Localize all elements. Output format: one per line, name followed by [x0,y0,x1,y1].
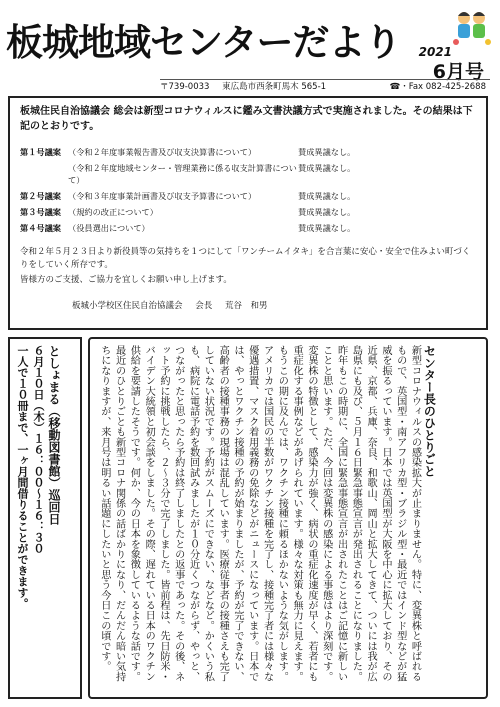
agenda-text: （役員選出について） [68,223,150,233]
phone-fax: ☎・Fax 082-425-2688 [389,82,486,92]
agenda-text: （令和３年度事業計画書及び収支予算書について） [68,191,257,201]
agenda-number: 第２号議案 [20,191,61,201]
agenda-result: 賛成異議なし。 [298,163,356,173]
agenda-result: 賛成異議なし。 [298,147,356,157]
issue-month: 6月号 [432,61,484,83]
signature-org: 板城小学校区住民自治協議会 [72,301,183,311]
library-schedule: ６月１０日（木）１６：００〜１６：３０ [32,345,45,554]
agenda-number: 第４号議案 [20,223,61,233]
issue-year: 2021 [418,45,452,59]
mobile-library-box [8,337,82,699]
agenda-number: 第３号議案 [20,207,61,217]
library-note: 一人で１０冊まで、一ヶ月間借りることができます。 [16,345,29,609]
notice-lead: 板城住民自治協議会 総会は新型コロナウィルスに鑑み文書決議方式で実施されました。その結果は下記のとおりです。 [20,106,473,132]
notice-closing: 皆様方のご支援、ご協力を宜しくお願い申し上げます。 [20,275,232,285]
signature-role: 会長 [195,301,213,311]
agenda-result: 賛成異議なし。 [298,191,356,201]
general-meeting-notice [8,96,488,330]
agenda-list [20,146,476,234]
director-column [88,337,488,699]
vertical-section [8,337,488,699]
agenda-result: 賛成異議なし。 [298,223,356,233]
agenda-text: （令和２年度事業報告書及び収支決算書について） [68,147,257,157]
notice-paragraph: 令和２年５月２３日より新役員等の気持ちを１つにして「ワンチームイタキ」を合言葉に安心・安全で住みよい町づくりをしていく所存です。 [20,247,471,270]
column-title: センター長のひとりごと [422,345,437,477]
contact-line [160,79,490,94]
agenda-result: 賛成異議なし。 [298,207,356,217]
library-text [14,345,62,691]
column-text [96,345,436,691]
agenda-text: （令和２年度地域センター・管理業務に係る収支計算書について） [68,163,297,185]
agenda-text: （規約の改正について） [68,207,158,217]
signature-name: 荒谷 和男 [224,301,268,311]
address: 東広島市西条町馬木 565-1 [222,82,327,92]
signature [20,299,476,311]
postal-code: 〒739-0033 [160,82,210,92]
agenda-number: 第１号議案 [20,147,61,157]
mascot-icon [452,8,492,46]
library-title: としょまる（移動図書館）巡回日 [47,345,61,525]
newsletter-title: 板城地域センターだより [6,21,401,64]
agenda-number [20,162,68,186]
column-body: 新型コロナウィルスの感染拡大が止まりません。特に、変異株と呼ばれるもので、英国型・南アフリカ型・ブラジル型・最近ではインド型などが猛威を振るっています。日本では英国型が大阪を中心に拡大しており、その近県、京都、兵庫、奈良、和歌山、岡山と拡大してきて、ついには我が広島県にも及び、５月１６日緊急事態宣言が発出されることになりました。昨年もこの時期に、全国に緊急事態宣言が出されたことはご記憶に新しいことと思います。ただ、今回は変異株の感染による事態はより深刻です。変異株の特徴として、感染力が強く、病状の重症化速度が早く、若者にも重症化する事例などがあげられています。様々な対策も無力に見えます。もうこの期に及んでは、ワクチン接種に頼るほかないような気がします。アメリカでは国民の半数がワクチン接種を完了し、接種完了者には様々な優遇措置、マスク着用義務の免除などがニュースになっています。日本では、やっとワクチン接種の予約が始まりましたが、予約が完了できない、高齢者の接種事務の現場は混乱しています。医療従事者の接種さえも完了していない状況です。予約がスムーズにできない、などなど。かくいう私も、病院に電話予約を数回試みましたが１０分近くつながらず、やっと、つながったと思ったら予約は終了しましたとの返事であった。その後、ネット予約に挑戦したら、２〜３分で完了しました。皆前程は、先日防米・バイデン大統領と初会談をしました。その際、遅れている日本のワクチン供給を要請したそうです。何か、今の日本を象徴しているような話です。最近のひとりごとも新型コロナ関係の話ばかりになり、だんだん暗い気持ちになりますが、来月号は明るい話題にしたいと思う今日この頃です。 [98,345,421,682]
